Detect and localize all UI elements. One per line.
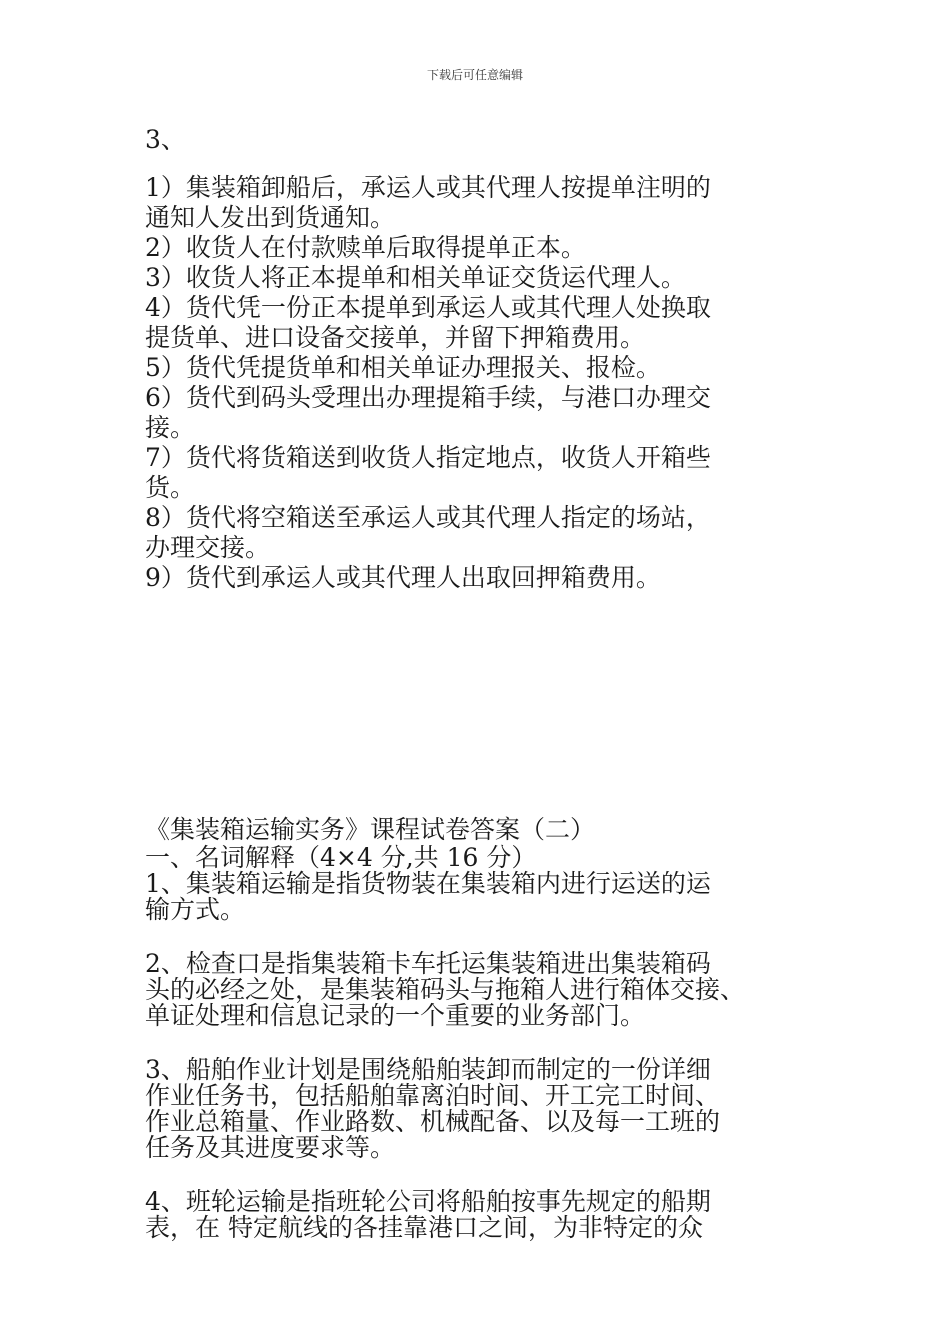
item-1-line-2: 输方式。 (145, 895, 246, 924)
step-6-line-2: 接。 (145, 413, 196, 442)
answer-title: 《集装箱运输实务》课程试卷答案（二） (145, 815, 596, 844)
step-5-line-1: 5）货代凭提货单和相关单证办理报关、报检。 (145, 353, 661, 382)
section-number (145, 125, 825, 155)
item-1-line-1: 1、集装箱运输是指货物装在集装箱内进行运送的运 (145, 869, 711, 898)
step-2-line-1: 2）收货人在付款赎单后取得提单正本。 (145, 233, 586, 262)
step-3-line-1: 3）收货人将正本提单和相关单证交货运代理人。 (145, 263, 686, 292)
step-7-line-1: 7）货代将货箱送到收货人指定地点，收货人开箱些 (145, 443, 711, 472)
step-9-line-1: 9）货代到承运人或其代理人出取回押箱费用。 (145, 563, 661, 592)
step-1-line-2: 通知人发出到货通知。 (145, 203, 396, 232)
page-header: 下载后可任意编辑 (426, 68, 523, 82)
item-3-line-4: 任务及其进度要求等。 (145, 1133, 396, 1162)
step-1-line-1: 1）集装箱卸船后，承运人或其代理人按提单注明的 (145, 173, 711, 202)
step-7-line-2: 货。 (145, 473, 196, 502)
steps-list (145, 173, 825, 593)
item-2-line-1: 2、检查口是指集装箱卡车托运集装箱进出集装箱码 (145, 949, 711, 978)
item-3-line-2: 作业任务书，包括船舶靠离泊时间、开工完工时间、 (145, 1081, 721, 1110)
section-number-text: 3、 (145, 125, 186, 154)
step-6-line-1: 6）货代到码头受理出办理提箱手续，与港口办理交 (145, 383, 711, 412)
step-4-line-2: 提货单、进口设备交接单，并留下押箱费用。 (145, 323, 646, 352)
step-8-line-2: 办理交接。 (145, 533, 271, 562)
step-8-line-1: 8）货代将空箱送至承运人或其代理人指定的场站， (145, 503, 711, 532)
item-3-line-1: 3、船舶作业计划是围绕船舶装卸而制定的一份详细 (145, 1055, 711, 1084)
step-4-line-1: 4）货代凭一份正本提单到承运人或其代理人处换取 (145, 293, 711, 322)
item-4-line-2: 表，在 特定航线的各挂靠港口之间，为非特定的众 (145, 1213, 703, 1242)
item-4-line-1: 4、班轮运输是指班轮公司将船舶按事先规定的船期 (145, 1187, 711, 1216)
item-2-line-3: 单证处理和信息记录的一个重要的业务部门。 (145, 1001, 646, 1030)
section-heading: 一、名词解释（4×4 分,共 16 分） (145, 843, 537, 872)
item-3-line-3: 作业总箱量、作业路数、机械配备、以及每一工班的 (145, 1107, 721, 1136)
answer-section (145, 815, 825, 1241)
item-2-line-2: 头的必经之处，是集装箱码头与拖箱人进行箱体交接、 (145, 975, 746, 1004)
